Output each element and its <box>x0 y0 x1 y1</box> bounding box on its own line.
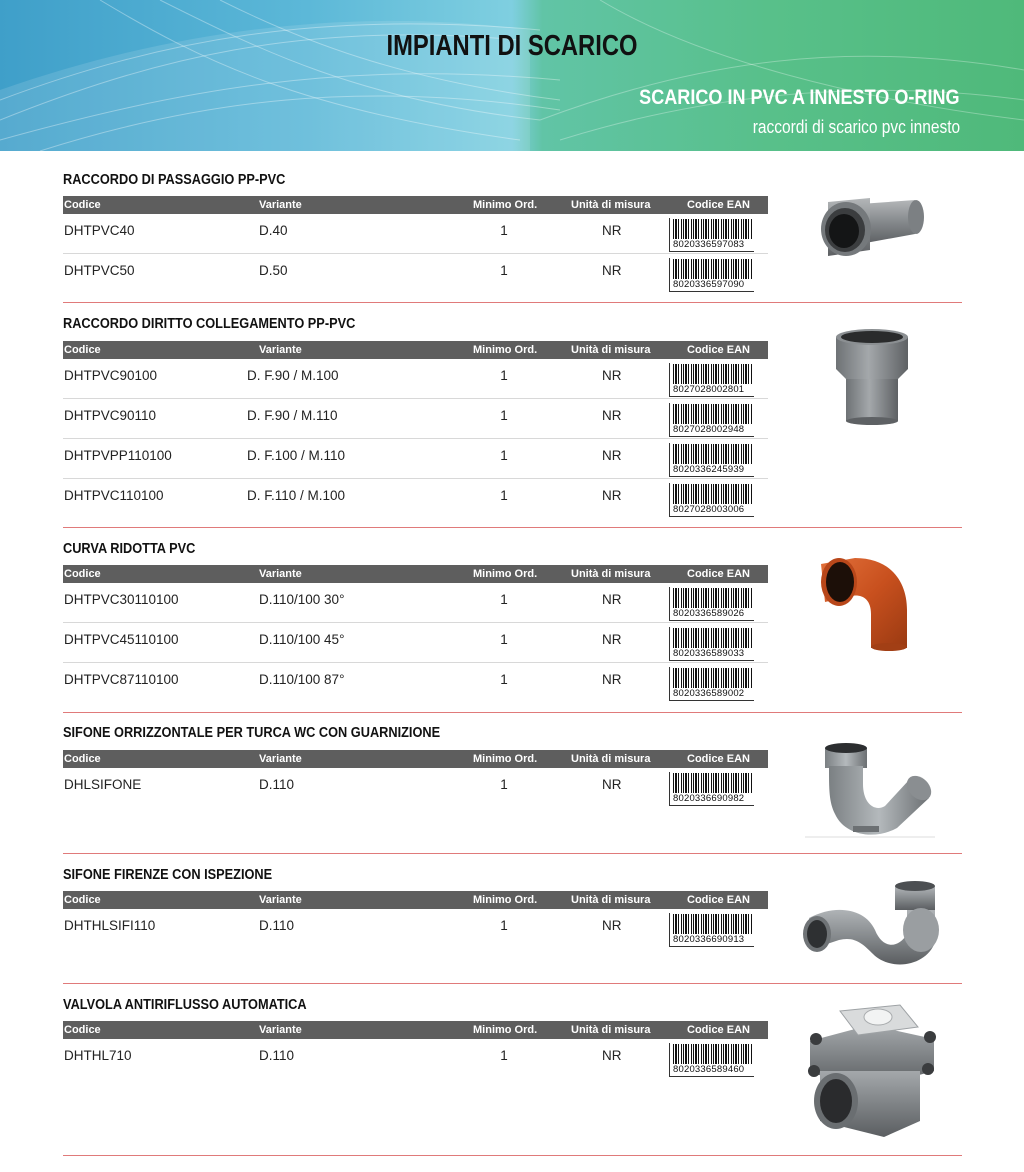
product-table <box>63 341 768 519</box>
barcode <box>669 258 754 292</box>
table-header <box>63 1021 768 1039</box>
cell-unit: NR <box>602 263 622 278</box>
cell-min: 1 <box>500 488 508 503</box>
product-table <box>63 1021 768 1079</box>
table-row <box>63 479 768 519</box>
barcode-number: 8020336589460 <box>673 1064 745 1075</box>
col-header-unit: Unità di misura <box>571 344 651 356</box>
section-divider <box>63 983 962 984</box>
cell-variant: D. F.110 / M.100 <box>247 488 346 503</box>
barcode-bars <box>673 668 753 688</box>
barcode-number: 8020336589002 <box>673 688 745 699</box>
header-banner <box>0 0 1024 151</box>
table-row <box>63 359 768 399</box>
barcode-bars <box>673 628 753 648</box>
cell-min: 1 <box>500 223 508 238</box>
cell-variant: D. F.90 / M.110 <box>247 408 338 423</box>
section-divider <box>63 302 962 303</box>
barcode-bars <box>673 404 753 424</box>
col-header-ean: Codice EAN <box>687 199 750 211</box>
table-header <box>63 341 768 359</box>
table-row <box>63 399 768 439</box>
product-table <box>63 196 768 294</box>
barcode-bars <box>673 588 753 608</box>
col-header-variant: Variante <box>259 894 302 906</box>
page-title: IMPIANTI DI SCARICO <box>386 30 638 62</box>
cell-code: DHTPVC40 <box>64 223 135 238</box>
barcode-number: 8020336589033 <box>673 648 745 659</box>
cell-variant: D.50 <box>259 263 288 278</box>
table-row <box>63 583 768 623</box>
col-header-code: Codice <box>64 199 101 211</box>
barcode-bars <box>673 364 753 384</box>
barcode-number: 8020336245939 <box>673 464 745 475</box>
barcode-number: 8020336690982 <box>673 793 745 804</box>
cell-unit: NR <box>602 672 622 687</box>
banner-subtitle-secondary: raccordi di scarico pvc innesto <box>752 117 960 137</box>
table-row <box>63 909 768 949</box>
barcode-bars <box>673 219 753 239</box>
table-row <box>63 663 768 703</box>
cell-min: 1 <box>500 777 508 792</box>
table-row <box>63 214 768 254</box>
col-header-code: Codice <box>64 894 101 906</box>
cell-min: 1 <box>500 448 508 463</box>
table-row <box>63 439 768 479</box>
barcode-number: 8027028002948 <box>673 424 745 435</box>
cell-unit: NR <box>602 918 622 933</box>
barcode-number: 8020336597090 <box>673 279 745 290</box>
col-header-code: Codice <box>64 1024 101 1036</box>
col-header-variant: Variante <box>259 344 302 356</box>
section-divider <box>63 853 962 854</box>
cell-code: DHTPVC110100 <box>64 488 164 503</box>
cell-code: DHTPVC90100 <box>64 368 158 383</box>
table-header <box>63 750 768 768</box>
straight-coupling-image <box>830 325 914 425</box>
table-row <box>63 254 768 294</box>
section-divider <box>63 527 962 528</box>
cell-min: 1 <box>500 263 508 278</box>
cell-variant: D.110 <box>259 918 295 933</box>
barcode-number: 8027028002801 <box>673 384 745 395</box>
barcode-number: 8027028003006 <box>673 504 745 515</box>
cell-unit: NR <box>602 488 622 503</box>
section-title: RACCORDO DIRITTO COLLEGAMENTO PP-PVC <box>63 316 356 332</box>
barcode-bars <box>673 914 753 934</box>
barcode-bars <box>673 484 753 504</box>
col-header-unit: Unità di misura <box>571 199 651 211</box>
barcode-bars <box>673 259 753 279</box>
product-table <box>63 891 768 949</box>
barcode-number: 8020336589026 <box>673 608 745 619</box>
cell-code: DHTPVPP110100 <box>64 448 172 463</box>
barcode <box>669 587 754 621</box>
col-header-ean: Codice EAN <box>687 894 750 906</box>
product-table <box>63 565 768 703</box>
cell-min: 1 <box>500 408 508 423</box>
cell-min: 1 <box>500 1048 508 1063</box>
col-header-code: Codice <box>64 344 101 356</box>
cell-min: 1 <box>500 632 508 647</box>
cell-unit: NR <box>602 448 622 463</box>
barcode <box>669 772 754 806</box>
cell-code: DHTPVC50 <box>64 263 135 278</box>
cell-variant: D.40 <box>259 223 288 238</box>
col-header-code: Codice <box>64 568 101 580</box>
reduced-bend-image <box>815 552 915 652</box>
barcode-number: 8020336597083 <box>673 239 745 250</box>
barcode <box>669 483 754 517</box>
cell-code: DHTPVC87110100 <box>64 672 179 687</box>
table-header <box>63 891 768 909</box>
cell-unit: NR <box>602 777 622 792</box>
section-divider <box>63 712 962 713</box>
pipe-adapter-image <box>810 190 934 270</box>
cell-code: DHTPVC45110100 <box>64 632 179 647</box>
cell-variant: D.110/100 45° <box>259 632 345 647</box>
barcode-number: 8020336690913 <box>673 934 745 945</box>
cell-unit: NR <box>602 592 622 607</box>
table-row <box>63 1039 768 1079</box>
col-header-ean: Codice EAN <box>687 344 750 356</box>
col-header-min: Minimo Ord. <box>473 753 538 765</box>
cell-min: 1 <box>500 918 508 933</box>
section-title: CURVA RIDOTTA PVC <box>63 541 196 557</box>
cell-variant: D. F.100 / M.110 <box>247 448 346 463</box>
col-header-variant: Variante <box>259 1024 302 1036</box>
cell-unit: NR <box>602 368 622 383</box>
col-header-code: Codice <box>64 753 101 765</box>
cell-unit: NR <box>602 632 622 647</box>
section-title: RACCORDO DI PASSAGGIO PP-PVC <box>63 172 286 188</box>
barcode <box>669 913 754 947</box>
barcode <box>669 1043 754 1077</box>
banner-subtitle: SCARICO IN PVC A INNESTO O-RING <box>639 86 960 109</box>
table-row <box>63 768 768 808</box>
barcode <box>669 363 754 397</box>
col-header-ean: Codice EAN <box>687 1024 750 1036</box>
cell-code: DHTHL710 <box>64 1048 132 1063</box>
cell-variant: D.110 <box>259 1048 295 1063</box>
cell-code: DHTPVC90110 <box>64 408 157 423</box>
col-header-unit: Unità di misura <box>571 753 651 765</box>
col-header-min: Minimo Ord. <box>473 1024 538 1036</box>
cell-min: 1 <box>500 672 508 687</box>
table-row <box>63 623 768 663</box>
col-header-variant: Variante <box>259 753 302 765</box>
barcode <box>669 667 754 701</box>
col-header-min: Minimo Ord. <box>473 199 538 211</box>
col-header-ean: Codice EAN <box>687 753 750 765</box>
section-title: VALVOLA ANTIRIFLUSSO AUTOMATICA <box>63 997 307 1013</box>
cell-unit: NR <box>602 223 622 238</box>
barcode-bars <box>673 773 753 793</box>
col-header-unit: Unità di misura <box>571 568 651 580</box>
cell-variant: D.110 <box>259 777 295 792</box>
backflow-valve-image <box>800 995 944 1145</box>
cell-code: DHTHLSIFI110 <box>64 918 156 933</box>
col-header-unit: Unità di misura <box>571 1024 651 1036</box>
cell-code: DHTPVC30110100 <box>64 592 179 607</box>
col-header-min: Minimo Ord. <box>473 344 538 356</box>
cell-variant: D. F.90 / M.100 <box>247 368 339 383</box>
table-header <box>63 196 768 214</box>
table-header <box>63 565 768 583</box>
cell-variant: D.110/100 87° <box>259 672 345 687</box>
florence-siphon-image <box>795 878 945 973</box>
col-header-ean: Codice EAN <box>687 568 750 580</box>
cell-code: DHLSIFONE <box>64 777 142 792</box>
section-raccordo-diritto <box>63 314 962 519</box>
col-header-variant: Variante <box>259 568 302 580</box>
col-header-min: Minimo Ord. <box>473 568 538 580</box>
product-table <box>63 750 768 808</box>
barcode <box>669 443 754 477</box>
cell-unit: NR <box>602 1048 622 1063</box>
section-title: SIFONE FIRENZE CON ISPEZIONE <box>63 867 273 883</box>
section-divider <box>63 1155 962 1156</box>
col-header-unit: Unità di misura <box>571 894 651 906</box>
barcode <box>669 627 754 661</box>
barcode-bars <box>673 444 753 464</box>
horizontal-siphon-image <box>805 740 935 840</box>
barcode <box>669 403 754 437</box>
barcode-bars <box>673 1044 753 1064</box>
barcode <box>669 218 754 252</box>
col-header-min: Minimo Ord. <box>473 894 538 906</box>
cell-variant: D.110/100 30° <box>259 592 345 607</box>
cell-min: 1 <box>500 592 508 607</box>
section-title: SIFONE ORRIZZONTALE PER TURCA WC CON GUARNIZIONE <box>63 725 441 741</box>
col-header-variant: Variante <box>259 199 302 211</box>
cell-unit: NR <box>602 408 622 423</box>
cell-min: 1 <box>500 368 508 383</box>
